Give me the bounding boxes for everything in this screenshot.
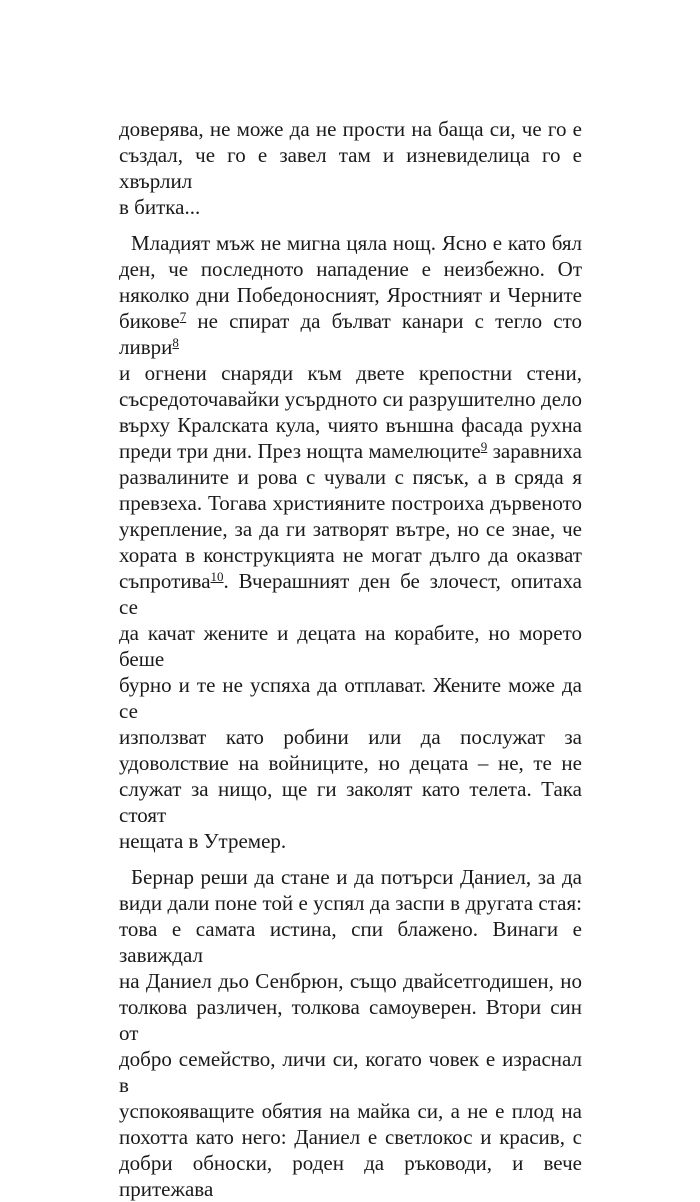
footnote-ref[interactable]: 9 [480, 439, 488, 454]
paragraph-gap [119, 220, 582, 230]
text-line [119, 994, 582, 1046]
text-run: толкова различен, толкова самоуверен. Втори син от [119, 995, 582, 1045]
text-run: служат за нищо, ще ги заколят като телета. Така стоят [119, 777, 582, 827]
text-run: няколко дни Победоносният, Яростният и Черните [119, 283, 582, 307]
text-run: Младият мъж не мигна цяла нощ. Ясно е като бял [131, 231, 582, 255]
text-line [119, 308, 582, 360]
text-line [119, 620, 582, 672]
text-line [119, 568, 582, 620]
text-run: създал, че го е завел там и изневиделица го е хвърлил [119, 143, 582, 193]
text-run: Бернар реши да стане и да потърси Даниел, за да [131, 865, 582, 889]
text-line [119, 490, 582, 516]
text-line [119, 672, 582, 724]
text-line [119, 1124, 582, 1150]
footnote-ref[interactable]: 8 [172, 335, 179, 350]
text-line [119, 828, 582, 854]
text-run: развалините и рова с чували с пясък, а в сряда я [119, 465, 582, 489]
text-run: на Даниел дьо Сенбрюн, също двайсетгодишен, но [119, 969, 582, 993]
text-run: похотта като него: Даниел е светлокос и красив, с [119, 1125, 582, 1149]
text-line [119, 968, 582, 994]
text-line [119, 916, 582, 968]
paragraph [119, 116, 582, 220]
text-run: преди три дни. През нощта мамелюците [119, 439, 481, 463]
text-run: и огнени снаряди към двете крепостни стени, [119, 361, 582, 385]
text-line [119, 412, 582, 438]
text-line [119, 194, 582, 220]
text-run: да качат жените и децата на корабите, но морето беше [119, 621, 582, 671]
text-line [119, 438, 582, 464]
paragraph-gap [119, 854, 582, 864]
text-run: не спират да бълват канари с тегло сто ливри [119, 309, 582, 359]
text-run: укрепление, за да ги затворят вътре, но се знае, че [119, 517, 582, 541]
paragraph [119, 230, 582, 854]
text-line [119, 464, 582, 490]
text-run: върху Кралската кула, чиято външна фасада рухна [119, 413, 582, 437]
footnote-ref[interactable]: 7 [179, 309, 187, 324]
text-line [119, 750, 582, 776]
text-line [119, 776, 582, 828]
text-run: превзеха. Тогава християните построиха дървеното [119, 491, 582, 515]
text-run: това е самата истина, спи блажено. Винаги е завиждал [119, 917, 582, 967]
text-line [119, 360, 582, 386]
text-line [119, 256, 582, 282]
text-run: види дали поне той е успял да заспи в другата стая: [119, 891, 582, 915]
text-line [119, 116, 582, 142]
text-run: нещата в Утремер. [119, 829, 287, 853]
text-run: удоволствие на войниците, но децата – не, те не [119, 751, 582, 775]
text-line [119, 386, 582, 412]
text-run: съпротива [119, 569, 211, 593]
text-line [119, 516, 582, 542]
text-line [119, 1098, 582, 1124]
text-line [119, 542, 582, 568]
text-run: използват като робини или да послужат за [119, 725, 582, 749]
text-run: бикове [119, 309, 180, 333]
text-line [119, 230, 582, 256]
text-run: заравниха [487, 439, 582, 463]
text-run: добро семейство, личи си, когато човек е израснал в [119, 1047, 582, 1097]
text-line [119, 1150, 582, 1202]
text-run: в битка... [119, 195, 201, 219]
text-run: добри обноски, роден да ръководи, и вече притежава [119, 1151, 582, 1201]
body-text [119, 116, 582, 1202]
text-line [119, 890, 582, 916]
paragraph [119, 864, 582, 1202]
text-line [119, 1046, 582, 1098]
text-run: съсредоточавайки усърдното си разрушително дело [119, 387, 582, 411]
text-line [119, 142, 582, 194]
text-run: хората в конструкцията не могат дълго да оказват [119, 543, 582, 567]
text-run: ден, че последното нападение е неизбежно. От [119, 257, 582, 281]
text-line [119, 864, 582, 890]
text-run: . Вчерашният ден бе злочест, опитаха се [119, 569, 582, 619]
text-run: бурно и те не успяха да отплават. Жените може да се [119, 673, 582, 723]
text-line [119, 282, 582, 308]
text-run: доверява, не може да не прости на баща си, че го е [119, 117, 582, 141]
text-line [119, 724, 582, 750]
text-run: успокояващите обятия на майка си, а не е плод на [119, 1099, 582, 1123]
footnote-ref[interactable]: 10 [210, 569, 224, 584]
